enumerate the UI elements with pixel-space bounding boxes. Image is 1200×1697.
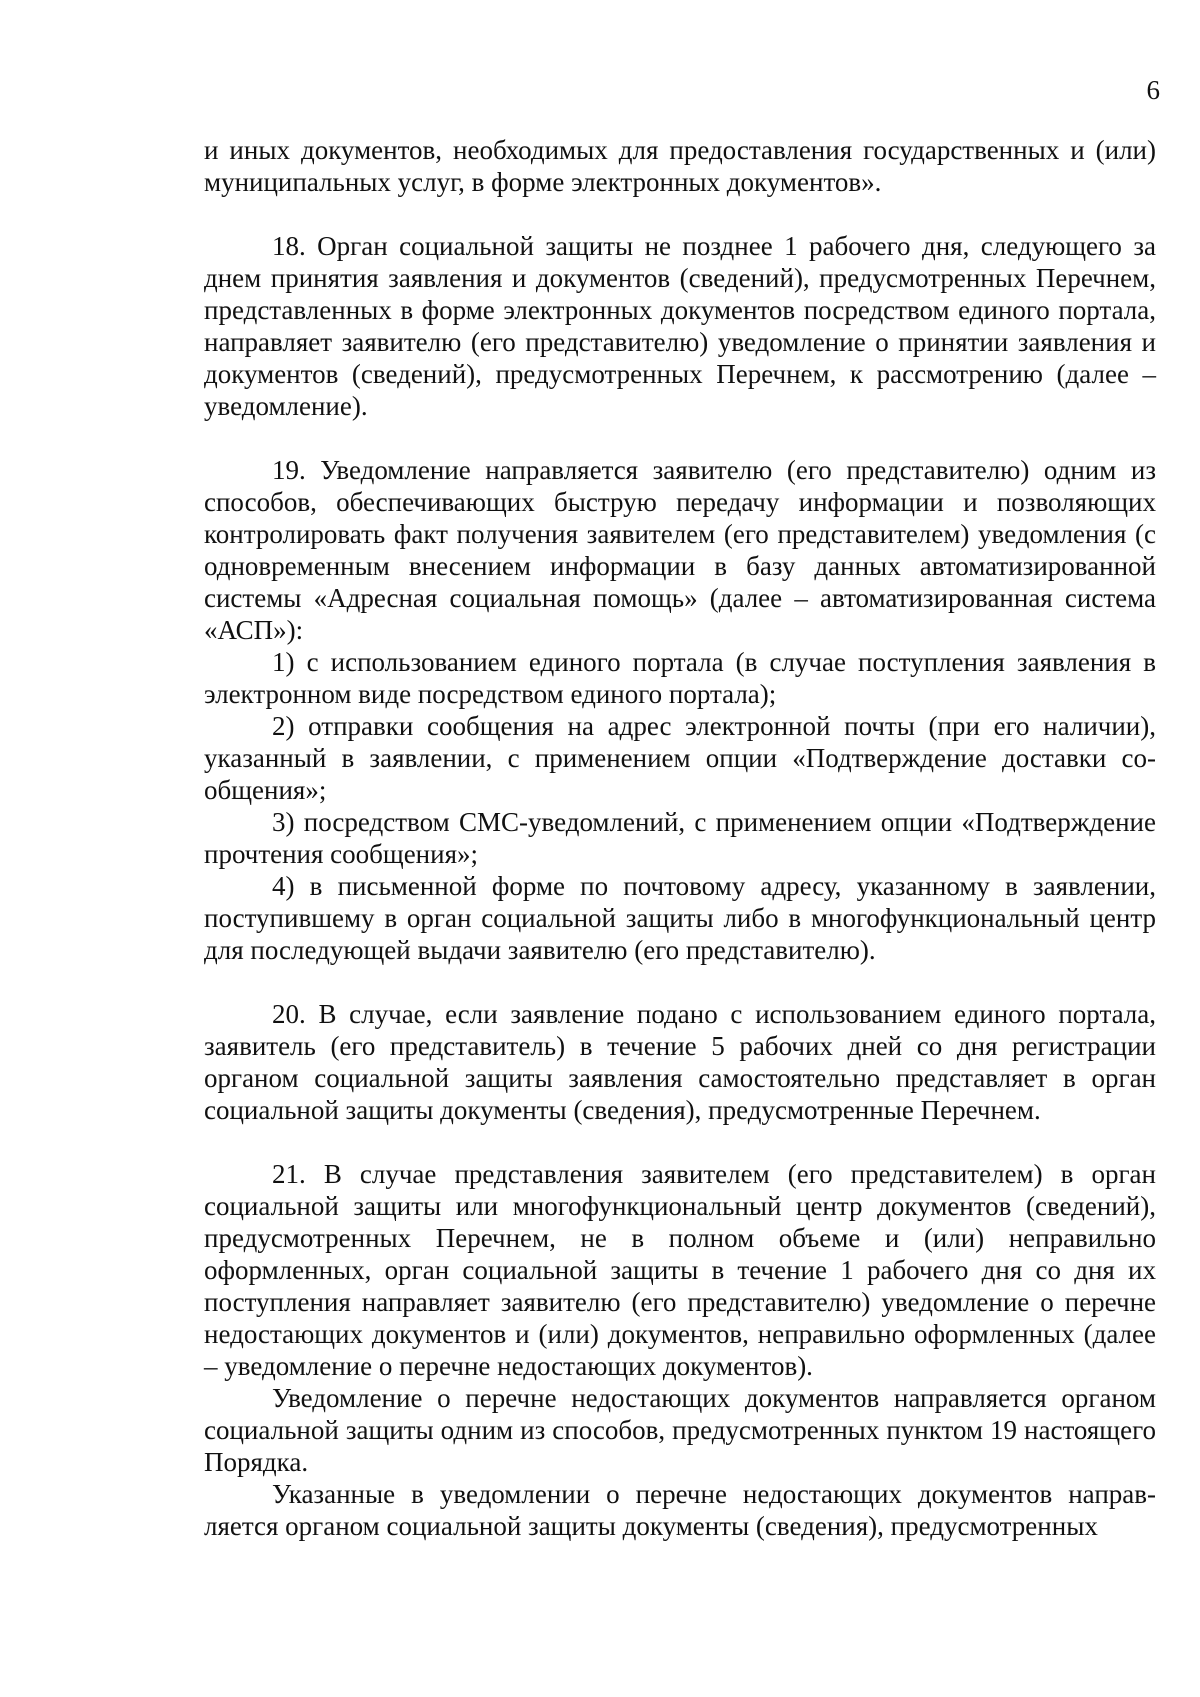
paragraph-21-notice: Уведомление о перечне недостающих документов направляется органом социальной защиты одним из способов, предусмотренных пунктом 19 настоящего Порядка. (204, 1383, 1156, 1477)
paragraph-continuation: и иных документов, необходимых для предоставления государственных и (или) муниципальных услуг, в форме электронных документов». (204, 135, 1156, 197)
paragraph-19: 19. Уведомление направляется заявителю (его представителю) одним из способов, обеспечивающих быструю передачу информации и позволяющих контролировать факт получения заявителем (его представителем) уведомления (с одновременным внесением информации в базу данных автоматизированной системы «Адресная социальная помощь» (далее – автоматизированная система «АСП»): (204, 455, 1156, 645)
paragraph-19-item-4: 4) в письменной форме по почтовому адресу, указанному в заявлении, поступившему в орган социальной защиты либо в многофункциональный центр для последующей выдачи заявителю (его представителю). (204, 871, 1156, 965)
paragraph-21: 21. В случае представления заявителем (его представителем) в орган социальной защиты или многофункциональный центр документов (сведений), предусмотренных Перечнем, не в полном объеме и (или) неправильно оформленных, орган социальной защиты в течение 1 рабочего дня со дня их поступления направляет заявителю (его представителю) уведомление о перечне недостающих документов и (или) документов, неправильно оформленных (далее – уведомление о перечне недостающих документов). (204, 1159, 1156, 1381)
document-body (204, 134, 1156, 1542)
page-number: 6 (1146, 75, 1160, 105)
paragraph-19-item-1: 1) с использованием единого портала (в случае поступления заявления в электронном виде посредством единого портала); (204, 647, 1156, 709)
paragraph-18: 18. Орган социальной защиты не позднее 1 рабочего дня, следующего за днем принятия заявления и документов (сведений), предусмотренных Перечнем, представленных в форме электронных документов посредством единого портала, направляет заявителю (его представителю) уведомление о принятии заявления и документов (сведений), предусмотренных Перечнем, к рассмотрению (далее – уведомление). (204, 231, 1156, 421)
paragraph-19-item-3: 3) посредством СМС-уведомлений, с применением опции «Подтверждение прочтения сообщения»; (204, 807, 1156, 869)
paragraph-19-item-2: 2) отправки сообщения на адрес электронной почты (при его наличии), указанный в заявлении, с применением опции «Подтверждение доставки сообщения»; (204, 711, 1156, 805)
paragraph-21-documents: Указанные в уведомлении о перечне недостающих документов направляется органом социальной защиты документы (сведения), предусмотренных (204, 1479, 1156, 1541)
paragraph-20: 20. В случае, если заявление подано с использованием единого портала, заявитель (его представитель) в течение 5 рабочих дней со дня регистрации органом социальной защиты заявления самостоятельно представляет в орган социальной защиты документы (сведения), предусмотренные Перечнем. (204, 999, 1156, 1125)
